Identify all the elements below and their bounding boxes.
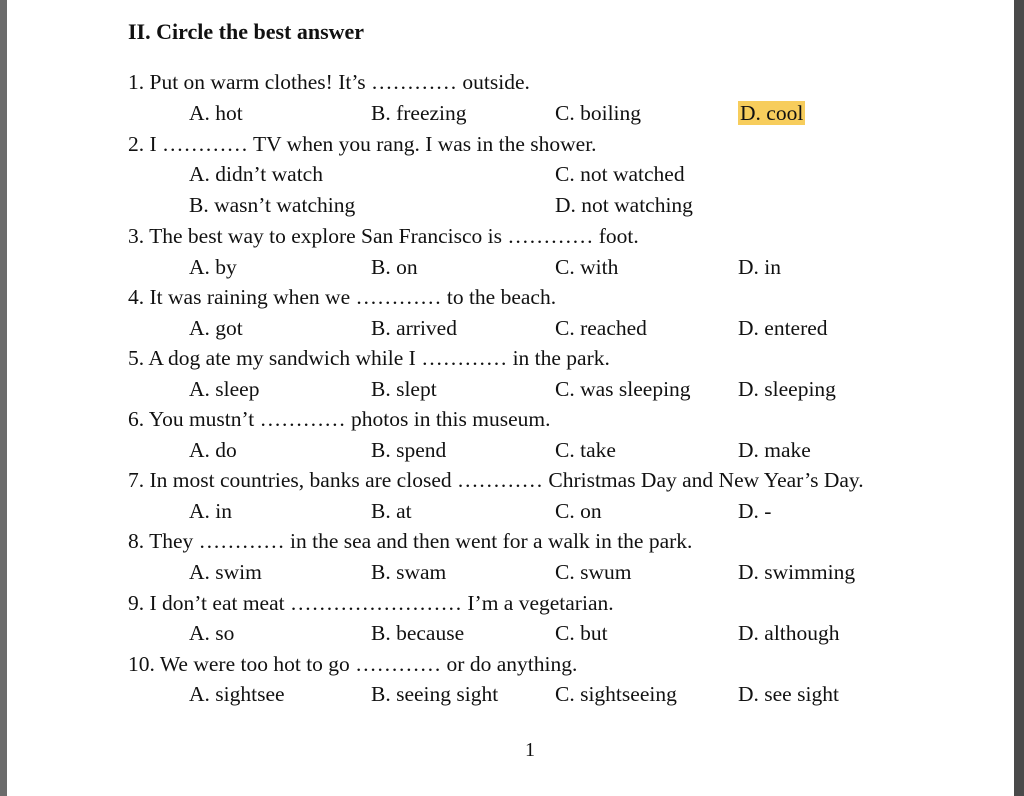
question-3-option-a[interactable]: A. by bbox=[189, 255, 237, 279]
question-7-option-c[interactable]: C. on bbox=[555, 499, 602, 523]
question-7-option-b[interactable]: B. at bbox=[371, 499, 412, 523]
page-number: 1 bbox=[525, 739, 535, 761]
left-border bbox=[0, 0, 7, 796]
question-6-option-c[interactable]: C. take bbox=[555, 438, 616, 462]
question-1-stem: 1. Put on warm clothes! It’s ………… outside. bbox=[128, 70, 530, 94]
question-8-option-b[interactable]: B. swam bbox=[371, 560, 447, 584]
question-8-option-a[interactable]: A. swim bbox=[189, 560, 262, 584]
question-6-option-d[interactable]: D. make bbox=[738, 438, 811, 462]
question-5-option-d[interactable]: D. sleeping bbox=[738, 377, 836, 401]
question-5-option-a[interactable]: A. sleep bbox=[189, 377, 260, 401]
question-2-stem: 2. I ………… TV when you rang. I was in the shower. bbox=[128, 132, 597, 156]
question-9-option-d[interactable]: D. although bbox=[738, 621, 840, 645]
question-2-option-a[interactable]: A. didn’t watch bbox=[189, 162, 323, 186]
question-3-stem: 3. The best way to explore San Francisco is ………… foot. bbox=[128, 224, 639, 248]
question-7-option-a[interactable]: A. in bbox=[189, 499, 232, 523]
question-5-option-b[interactable]: B. slept bbox=[371, 377, 437, 401]
question-4-stem: 4. It was raining when we ………… to the beach. bbox=[128, 285, 557, 309]
question-2-option-c[interactable]: C. not watched bbox=[555, 162, 685, 186]
question-8-stem: 8. They ………… in the sea and then went for a walk in the park. bbox=[128, 529, 693, 553]
question-4-option-a[interactable]: A. got bbox=[189, 316, 243, 340]
question-3-option-c[interactable]: C. with bbox=[555, 255, 619, 279]
question-1-option-b[interactable]: B. freezing bbox=[371, 101, 467, 125]
question-1-option-c[interactable]: C. boiling bbox=[555, 101, 642, 125]
question-5-option-c[interactable]: C. was sleeping bbox=[555, 377, 691, 401]
question-9-option-c[interactable]: C. but bbox=[555, 621, 608, 645]
question-4-option-d[interactable]: D. entered bbox=[738, 316, 828, 340]
question-3-option-d[interactable]: D. in bbox=[738, 255, 781, 279]
question-10-option-c[interactable]: C. sightseeing bbox=[555, 682, 677, 706]
question-9-option-b[interactable]: B. because bbox=[371, 621, 465, 645]
question-8-option-d[interactable]: D. swimming bbox=[738, 560, 856, 584]
question-4-option-b[interactable]: B. arrived bbox=[371, 316, 457, 340]
section-heading: II. Circle the best answer bbox=[128, 19, 365, 44]
question-2-option-d[interactable]: D. not watching bbox=[555, 193, 693, 217]
question-6-option-b[interactable]: B. spend bbox=[371, 438, 447, 462]
question-10-stem: 10. We were too hot to go ………… or do anything. bbox=[128, 652, 578, 676]
question-2-option-b[interactable]: B. wasn’t watching bbox=[189, 193, 356, 217]
question-7-option-d[interactable]: D. - bbox=[738, 499, 772, 523]
question-9-stem: 9. I don’t eat meat …………………… I’m a vegetarian. bbox=[128, 591, 614, 615]
question-4-option-c[interactable]: C. reached bbox=[555, 316, 647, 340]
question-7-stem: 7. In most countries, banks are closed ………… Christmas Day and New Year’s Day. bbox=[128, 468, 864, 492]
question-8-option-c[interactable]: C. swum bbox=[555, 560, 632, 584]
highlighted-answer: D. cool bbox=[740, 101, 804, 125]
worksheet-page bbox=[7, 0, 1014, 796]
question-10-option-a[interactable]: A. sightsee bbox=[189, 682, 285, 706]
question-1-option-a[interactable]: A. hot bbox=[189, 101, 243, 125]
question-10-option-d[interactable]: D. see sight bbox=[738, 682, 839, 706]
question-6-option-a[interactable]: A. do bbox=[189, 438, 237, 462]
question-5-stem: 5. A dog ate my sandwich while I ………… in the park. bbox=[128, 346, 610, 370]
right-border bbox=[1014, 0, 1024, 796]
question-9-option-a[interactable]: A. so bbox=[189, 621, 235, 645]
question-6-stem: 6. You mustn’t ………… photos in this museum. bbox=[128, 407, 551, 431]
question-3-option-b[interactable]: B. on bbox=[371, 255, 418, 279]
question-1-option-d[interactable] bbox=[738, 99, 805, 127]
question-10-option-b[interactable]: B. seeing sight bbox=[371, 682, 499, 706]
